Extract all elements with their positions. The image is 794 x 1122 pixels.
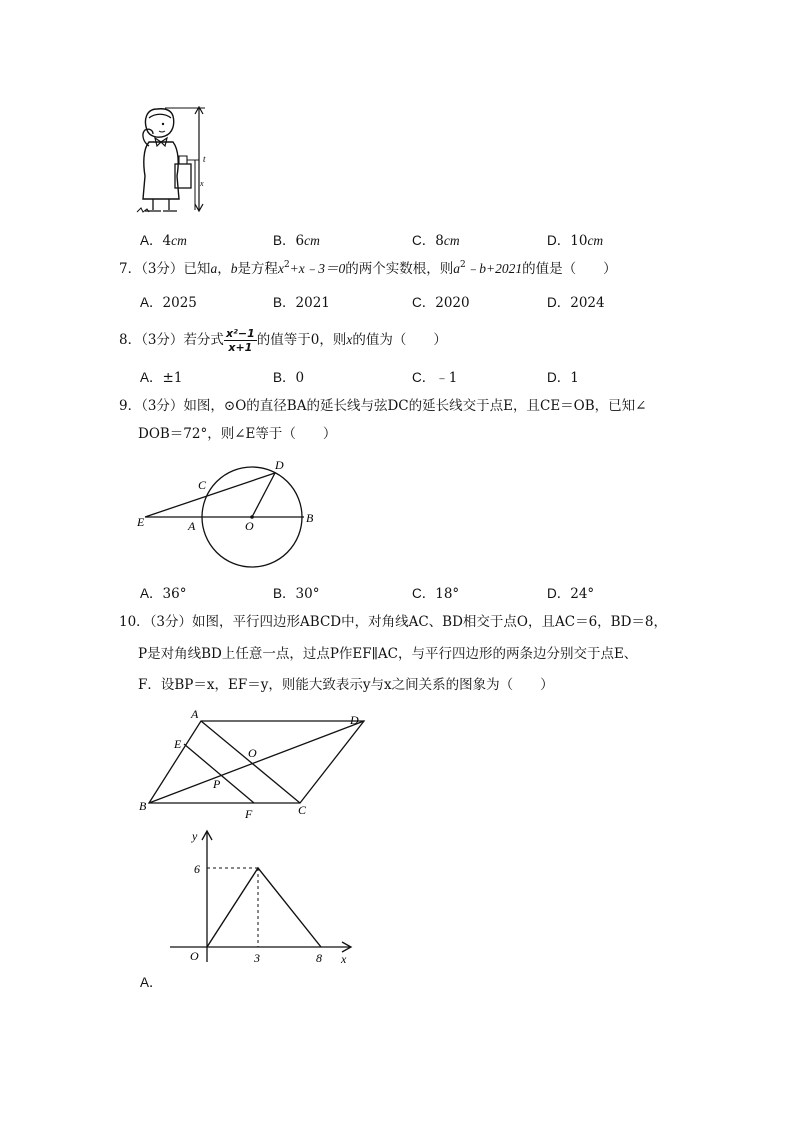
axis-label-y: y	[192, 829, 198, 843]
q7-stem	[119, 260, 617, 278]
option-letter: A．	[140, 586, 163, 601]
option-letter: D．	[547, 586, 571, 601]
option-letter: B．	[273, 295, 296, 310]
q10-parallelogram-figure	[136, 706, 376, 824]
q10-stem-line-2	[138, 645, 637, 663]
tick-label-8: 8	[316, 951, 322, 965]
origin-label: O	[190, 949, 199, 963]
q8-text-1: 若分式	[183, 332, 224, 348]
label-b: B	[306, 511, 314, 525]
q10-option-a-graph	[160, 826, 360, 966]
option-value: 2020	[435, 295, 470, 311]
option-unit: cm	[304, 233, 320, 248]
question-score: （3分）	[141, 261, 184, 277]
q7-sep: ，	[217, 261, 231, 277]
q7-option-c[interactable]	[412, 291, 470, 311]
label-d: D	[275, 458, 284, 472]
segment-ef	[184, 744, 254, 803]
q7-option-b[interactable]	[273, 291, 330, 311]
q7-expr-sup: 2	[460, 260, 466, 270]
option-unit: cm	[587, 233, 604, 248]
option-value: 6	[295, 233, 305, 249]
question-number: 9．	[119, 398, 142, 414]
fraction-denominator: x+1	[228, 341, 253, 354]
q9-option-b[interactable]	[273, 582, 319, 602]
q8-text-3: 的值为（ ）	[352, 332, 447, 348]
tick-label-3: 3	[254, 951, 260, 965]
q7-option-d[interactable]	[547, 291, 605, 311]
label-c: C	[298, 803, 307, 817]
label-f: F	[245, 807, 253, 821]
q6-label-t: t	[203, 154, 206, 164]
q9-line-1: （3分）如图，⊙O的直径BA的延长线与弦DC的延长线交于点E，且CE＝OB，已知∠	[141, 398, 647, 414]
q9-line-2: DOB＝72°，则∠E等于（ ）	[138, 426, 337, 442]
option-letter: A．	[140, 975, 163, 990]
question-number: 7．	[119, 261, 142, 277]
label-o: O	[245, 519, 254, 533]
option-letter: C．	[412, 370, 436, 385]
label-p: P	[213, 777, 221, 791]
q7-text-4: 的值是（ ）	[522, 261, 617, 277]
q8-option-a[interactable]	[140, 366, 182, 386]
label-b: B	[139, 799, 147, 813]
q10-line-3: F．设BP＝x，EF＝y，则能大致表示y与x之间关系的图象为（ ）	[138, 677, 554, 693]
q9-circle-figure	[132, 452, 332, 577]
label-d: D	[350, 713, 359, 727]
axis-label-x: x	[341, 952, 347, 966]
option-value: 2025	[162, 295, 197, 311]
q6-option-b[interactable]	[273, 229, 320, 249]
option-letter: C．	[412, 233, 436, 248]
q7-expr-rest: ﹣b+2021	[465, 261, 523, 276]
option-value: 0	[295, 370, 305, 386]
option-value: 4	[162, 233, 172, 249]
q7-var-b: b	[230, 261, 238, 276]
q7-var-a: a	[210, 261, 218, 276]
q8-option-b[interactable]	[273, 366, 304, 386]
q10-option-a[interactable]	[140, 971, 163, 991]
q6-option-a[interactable]	[140, 229, 187, 249]
question-number: 8．	[119, 332, 142, 348]
label-e: E	[137, 515, 145, 529]
q10-line-1: （3分）如图，平行四边形ABCD中，对角线AC、BD相交于点O，且AC＝6，BD＝8，	[149, 614, 667, 630]
option-letter: C．	[412, 586, 436, 601]
q6-girl-figure	[135, 104, 215, 214]
q6-option-c[interactable]	[412, 229, 460, 249]
option-value: 8	[435, 233, 444, 249]
label-o: O	[248, 746, 257, 760]
q7-eq-sup: 2	[283, 260, 290, 270]
q8-fraction	[224, 327, 257, 354]
q8-text-2: 的值等于0，则	[256, 332, 347, 348]
option-value: 10	[570, 233, 588, 249]
q9-option-d[interactable]	[547, 582, 594, 602]
q10-stem-line-1	[119, 613, 667, 631]
option-value: 30°	[295, 586, 320, 602]
label-a: A	[191, 707, 199, 721]
tick-label-6: 6	[194, 862, 200, 876]
fraction-numerator: x²−1	[225, 327, 255, 340]
graph-line	[207, 868, 321, 947]
option-value: 1	[570, 370, 579, 386]
q8-var-x: x	[346, 332, 353, 347]
option-letter: D．	[547, 233, 571, 248]
label-a: A	[188, 519, 196, 533]
q9-stem-line-1	[119, 397, 646, 415]
option-value: ﹣1	[435, 370, 458, 386]
option-letter: A．	[140, 233, 163, 248]
option-value: ±1	[162, 370, 183, 386]
option-unit: cm	[443, 233, 460, 248]
option-value: 24°	[570, 586, 595, 602]
option-value: 2021	[295, 295, 330, 311]
q7-text-3: 的两个实数根，则	[345, 261, 454, 277]
question-number: 10．	[119, 614, 150, 630]
q7-text-2: 是方程	[237, 261, 278, 277]
option-value: 18°	[435, 586, 460, 602]
q10-line-2: P是对角线BD上任意一点，过点P作EF∥AC，与平行四边形的两条边分别交于点E、	[138, 646, 638, 662]
option-letter: D．	[547, 295, 571, 310]
label-e: E	[174, 737, 182, 751]
option-letter: B．	[273, 586, 296, 601]
option-value: 36°	[162, 586, 187, 602]
q7-eq-rest: +x﹣3＝0	[289, 261, 346, 276]
q7-eq-x: x	[277, 261, 284, 276]
q7-expr-a: a	[453, 261, 461, 276]
q10-stem-line-3	[138, 676, 554, 694]
option-letter: C．	[412, 295, 436, 310]
q8-option-d[interactable]	[547, 366, 579, 386]
q8-stem	[119, 326, 447, 354]
q8-option-c[interactable]	[412, 366, 457, 386]
q7-option-a[interactable]	[140, 291, 197, 311]
option-value: 2024	[570, 295, 605, 311]
q9-option-a[interactable]	[140, 582, 186, 602]
q9-stem-line-2	[138, 425, 336, 443]
q9-option-c[interactable]	[412, 582, 459, 602]
option-letter: A．	[140, 370, 163, 385]
option-unit: cm	[171, 233, 187, 248]
label-c: C	[198, 478, 207, 492]
option-letter: B．	[273, 370, 296, 385]
q6-label-x: x	[200, 179, 204, 188]
option-letter: B．	[273, 233, 296, 248]
option-letter: A．	[140, 295, 163, 310]
q6-option-d[interactable]	[547, 229, 603, 249]
option-letter: D．	[547, 370, 571, 385]
q7-text-1: 已知	[183, 261, 211, 277]
question-score: （3分）	[141, 332, 184, 348]
